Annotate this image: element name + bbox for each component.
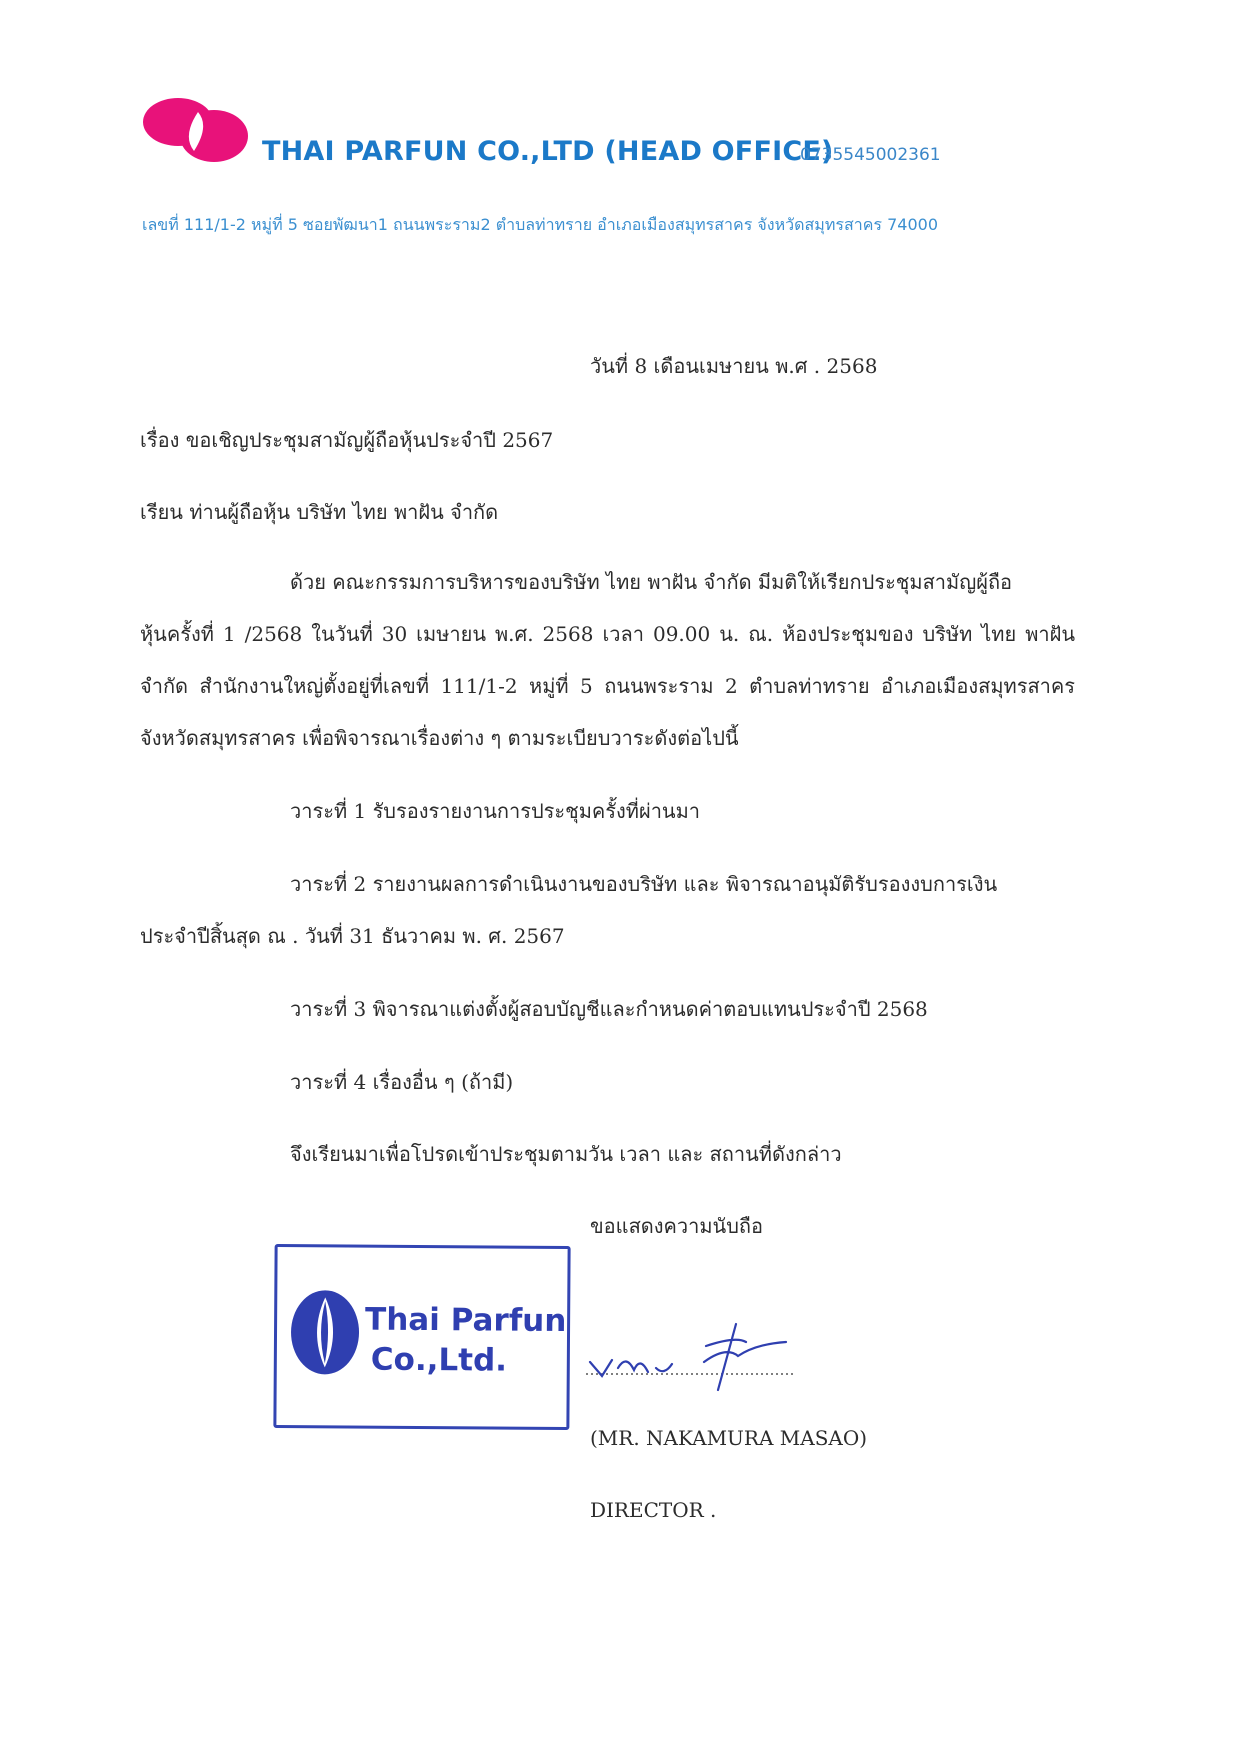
agenda-item-1: วาระที่ 1 รับรองรายงานการประชุมครั้งที่ผ่านมา [290, 799, 701, 823]
letter-subject: เรื่อง ขอเชิญประชุมสามัญผู้ถือหุ้นประจำปี 2567 [140, 428, 554, 452]
stamp-line-1: Thai Parfun [364, 1301, 567, 1340]
intro-line: จังหวัดสมุทรสาคร เพื่อพิจารณาเรื่องต่าง ๆ ตามระเบียบวาระดังต่อไปนี้ [140, 726, 739, 750]
company-name: THAI PARFUN CO.,LTD (HEAD OFFICE) [262, 136, 834, 167]
intro-line: จำกัด สำนักงานใหญ่ตั้งอยู่ที่เลขที่ 111/1-2 หมู่ที่ 5 ถนนพระราม 2 ตำบลท่าทราย อำเภอเมืองสมุทรสาคร [140, 674, 1075, 698]
stamp-logo-icon [287, 1287, 364, 1382]
company-address: เลขที่ 111/1-2 หมู่ที่ 5 ซอยพัฒนา1 ถนนพระราม2 ตำบลท่าทราย อำเภอเมืองสมุทรสาคร จังหวัดสมุทรสาคร 74000 [142, 215, 938, 234]
intro-line: ด้วย คณะกรรมการบริหารของบริษัท ไทย พาฝัน จำกัด มีมติให้เรียกประชุมสามัญผู้ถือ [290, 570, 1013, 594]
agenda-item-4: วาระที่ 4 เรื่องอื่น ๆ (ถ้ามี) [290, 1070, 514, 1094]
regards: ขอแสดงความนับถือ [590, 1214, 764, 1238]
intro-line: หุ้นครั้งที่ 1 /2568 ในวันที่ 30 เมษายน พ.ศ. 2568 เวลา 09.00 น. ณ. ห้องประชุมของ บริษัท ไทย พาฝัน [140, 622, 1075, 646]
agenda-item-2-continued: ประจำปีสิ้นสุด ณ . วันที่ 31 ธันวาคม พ. ศ. 2567 [140, 924, 565, 948]
signature-icon [586, 1316, 806, 1400]
tax-id: 0735545002361 [800, 145, 941, 165]
signatory-name: (MR. NAKAMURA MASAO) [590, 1426, 868, 1450]
letter-date: วันที่ 8 เดือนเมษายน พ.ศ . 2568 [590, 354, 878, 378]
agenda-item-3: วาระที่ 3 พิจารณาแต่งตั้งผู้สอบบัญชีและกำหนดค่าตอบแทนประจำปี 2568 [290, 997, 928, 1021]
company-logo-icon [142, 96, 250, 170]
closing-line: จึงเรียนมาเพื่อโปรดเข้าประชุมตามวัน เวลา และ สถานที่ดังกล่าว [290, 1142, 842, 1166]
company-stamp [273, 1244, 570, 1430]
agenda-item-2: วาระที่ 2 รายงานผลการดำเนินงานของบริษัท และ พิจารณาอนุมัติรับรองงบการเงิน [290, 872, 998, 896]
stamp-line-2: Co.,Ltd. [370, 1341, 508, 1379]
signatory-title: DIRECTOR . [590, 1498, 717, 1522]
letter-recipient: เรียน ท่านผู้ถือหุ้น บริษัท ไทย พาฝัน จำกัด [140, 500, 499, 524]
